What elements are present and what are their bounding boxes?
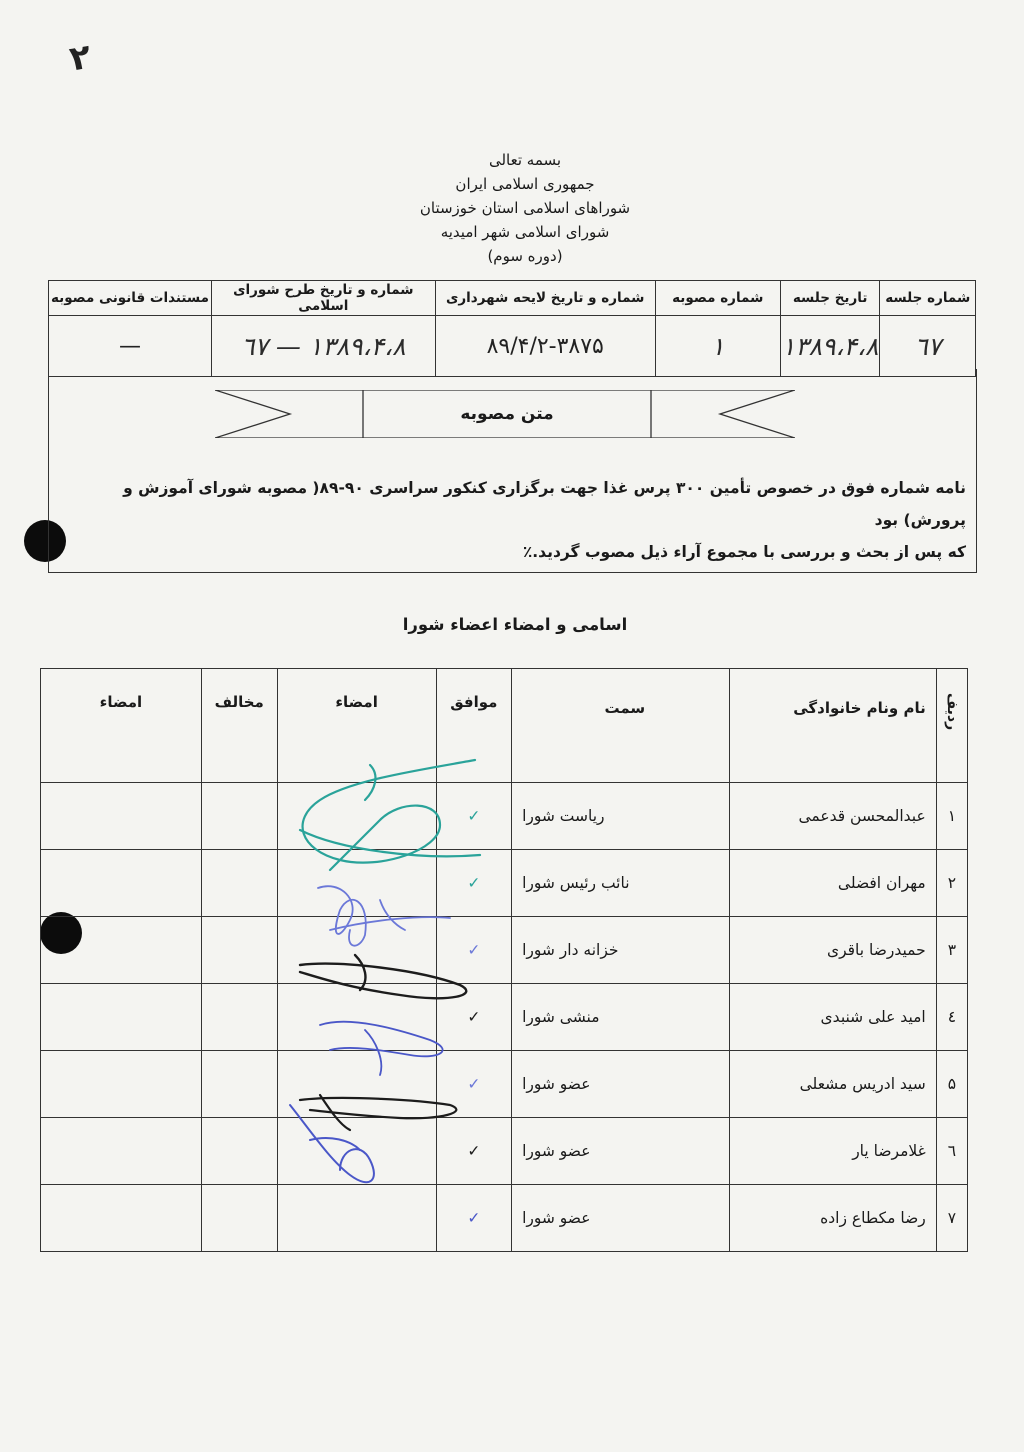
signature-cell — [277, 1118, 436, 1185]
signature-cell-2 — [41, 783, 202, 850]
member-position: خزانه دار شورا — [512, 917, 729, 984]
oppose-cell — [201, 1051, 277, 1118]
header-line: شورای اسلامی شهر امیدیه — [440, 223, 610, 241]
table-row — [41, 1185, 968, 1252]
agree-check: ✓ — [436, 1118, 511, 1185]
agree-check: ✓ — [436, 850, 511, 917]
header-signature-2: امضاء — [41, 669, 202, 783]
header-session-date: تاریخ جلسه — [780, 281, 880, 316]
oppose-cell — [201, 1185, 277, 1252]
member-name: غلامرضا یار — [729, 1118, 936, 1185]
agree-check: ✓ — [436, 984, 511, 1051]
header-oppose: مخالف — [201, 669, 277, 783]
table-row — [41, 783, 968, 850]
row-index: ۳ — [936, 917, 967, 984]
member-position: عضو شورا — [512, 1051, 729, 1118]
agree-check: ✓ — [436, 917, 511, 984]
session-date-value: ۱۳۸۹،۴،۸ — [780, 316, 880, 377]
header-line: (دوره سوم) — [487, 247, 563, 265]
signature-cell — [277, 984, 436, 1051]
signature-cell — [277, 1185, 436, 1252]
member-name: عبدالمحسن قدعمی — [729, 783, 936, 850]
header-line: جمهوری اسلامی ایران — [455, 175, 595, 193]
signature-cell-2 — [41, 1051, 202, 1118]
member-position: عضو شورا — [512, 1185, 729, 1252]
signature-cell-2 — [41, 917, 202, 984]
header-line: بسمه تعالی — [488, 151, 562, 169]
header-legal-basis: مستندات قانونی مصوبه — [49, 281, 212, 316]
row-index: ۵ — [936, 1051, 967, 1118]
row-index: ۲ — [936, 850, 967, 917]
member-position: ریاست شورا — [512, 783, 729, 850]
header-index: ردیف — [936, 669, 967, 783]
header-council-plan: شماره و تاریخ طرح شورای اسلامی — [211, 281, 435, 316]
members-table — [40, 668, 968, 1252]
page-number-mark: ۲ — [66, 36, 95, 80]
member-name: مهران افضلی — [729, 850, 936, 917]
header-municipal-bill: شماره و تاریخ لایحه شهرداری — [435, 281, 655, 316]
table-row — [41, 850, 968, 917]
signature-cell-2 — [41, 1185, 202, 1252]
header-session-number: شماره جلسه — [880, 281, 976, 316]
resolution-number-value: ۱ — [655, 316, 780, 377]
oppose-cell — [201, 1118, 277, 1185]
row-index: ۱ — [936, 783, 967, 850]
member-position: عضو شورا — [512, 1118, 729, 1185]
oppose-cell — [201, 850, 277, 917]
table-row — [41, 984, 968, 1051]
header-agree: موافق — [436, 669, 511, 783]
signature-cell — [277, 917, 436, 984]
oppose-cell — [201, 783, 277, 850]
resolution-body — [58, 472, 966, 568]
signature-cell-2 — [41, 984, 202, 1051]
header-resolution-number: شماره مصوبه — [655, 281, 780, 316]
signature-cell — [277, 850, 436, 917]
member-position: منشی شورا — [512, 984, 729, 1051]
session-number-value: ٦٧ — [880, 316, 976, 377]
member-name: حمیدرضا باقری — [729, 917, 936, 984]
agree-check: ✓ — [436, 1185, 511, 1252]
council-plan-value: ۱۳۸۹،۴،۸ — ٦٧ — [211, 316, 435, 377]
oppose-cell — [201, 984, 277, 1051]
header-signature: امضاء — [277, 669, 436, 783]
header-position: سمت — [512, 669, 729, 783]
member-name: رضا مکطاع زاده — [729, 1185, 936, 1252]
table-row — [41, 917, 968, 984]
document-header — [380, 148, 670, 268]
session-info-table — [48, 280, 976, 377]
oppose-cell — [201, 917, 277, 984]
row-index: ٦ — [936, 1118, 967, 1185]
member-name: سید ادریس مشعلی — [729, 1051, 936, 1118]
signature-cell — [277, 1051, 436, 1118]
agree-check: ✓ — [436, 1051, 511, 1118]
signature-cell-2 — [41, 1118, 202, 1185]
municipal-bill-value: ۸۹/۴/۲-۳۸۷۵ — [435, 316, 655, 377]
row-index: ۷ — [936, 1185, 967, 1252]
table-row — [41, 1051, 968, 1118]
signature-cell — [277, 783, 436, 850]
resolution-title: متن مصوبه — [460, 404, 554, 424]
member-position: نائب رئیس شورا — [512, 850, 729, 917]
members-section-title: اسامی و امضاء اعضاء شورا — [402, 615, 628, 634]
member-name: امید علی شنبدی — [729, 984, 936, 1051]
row-index: ٤ — [936, 984, 967, 1051]
resolution-line-2: که پس از بحث و بررسی با مجموع آراء ذیل مصوب گردید.٪ — [522, 543, 966, 561]
legal-basis-value: — — [49, 316, 212, 377]
agree-check: ✓ — [436, 783, 511, 850]
signature-cell-2 — [41, 850, 202, 917]
header-name: نام ونام خانوادگی — [729, 669, 936, 783]
header-line: شوراهای اسلامی استان خوزستان — [419, 199, 631, 217]
table-row — [41, 1118, 968, 1185]
resolution-line-1: نامه شماره فوق در خصوص تأمین ۳۰۰ پرس غذا جهت برگزاری کنکور سراسری ۹۰-۸۹( مصوبه شورای آموزش و پرورش) بود — [123, 479, 966, 529]
